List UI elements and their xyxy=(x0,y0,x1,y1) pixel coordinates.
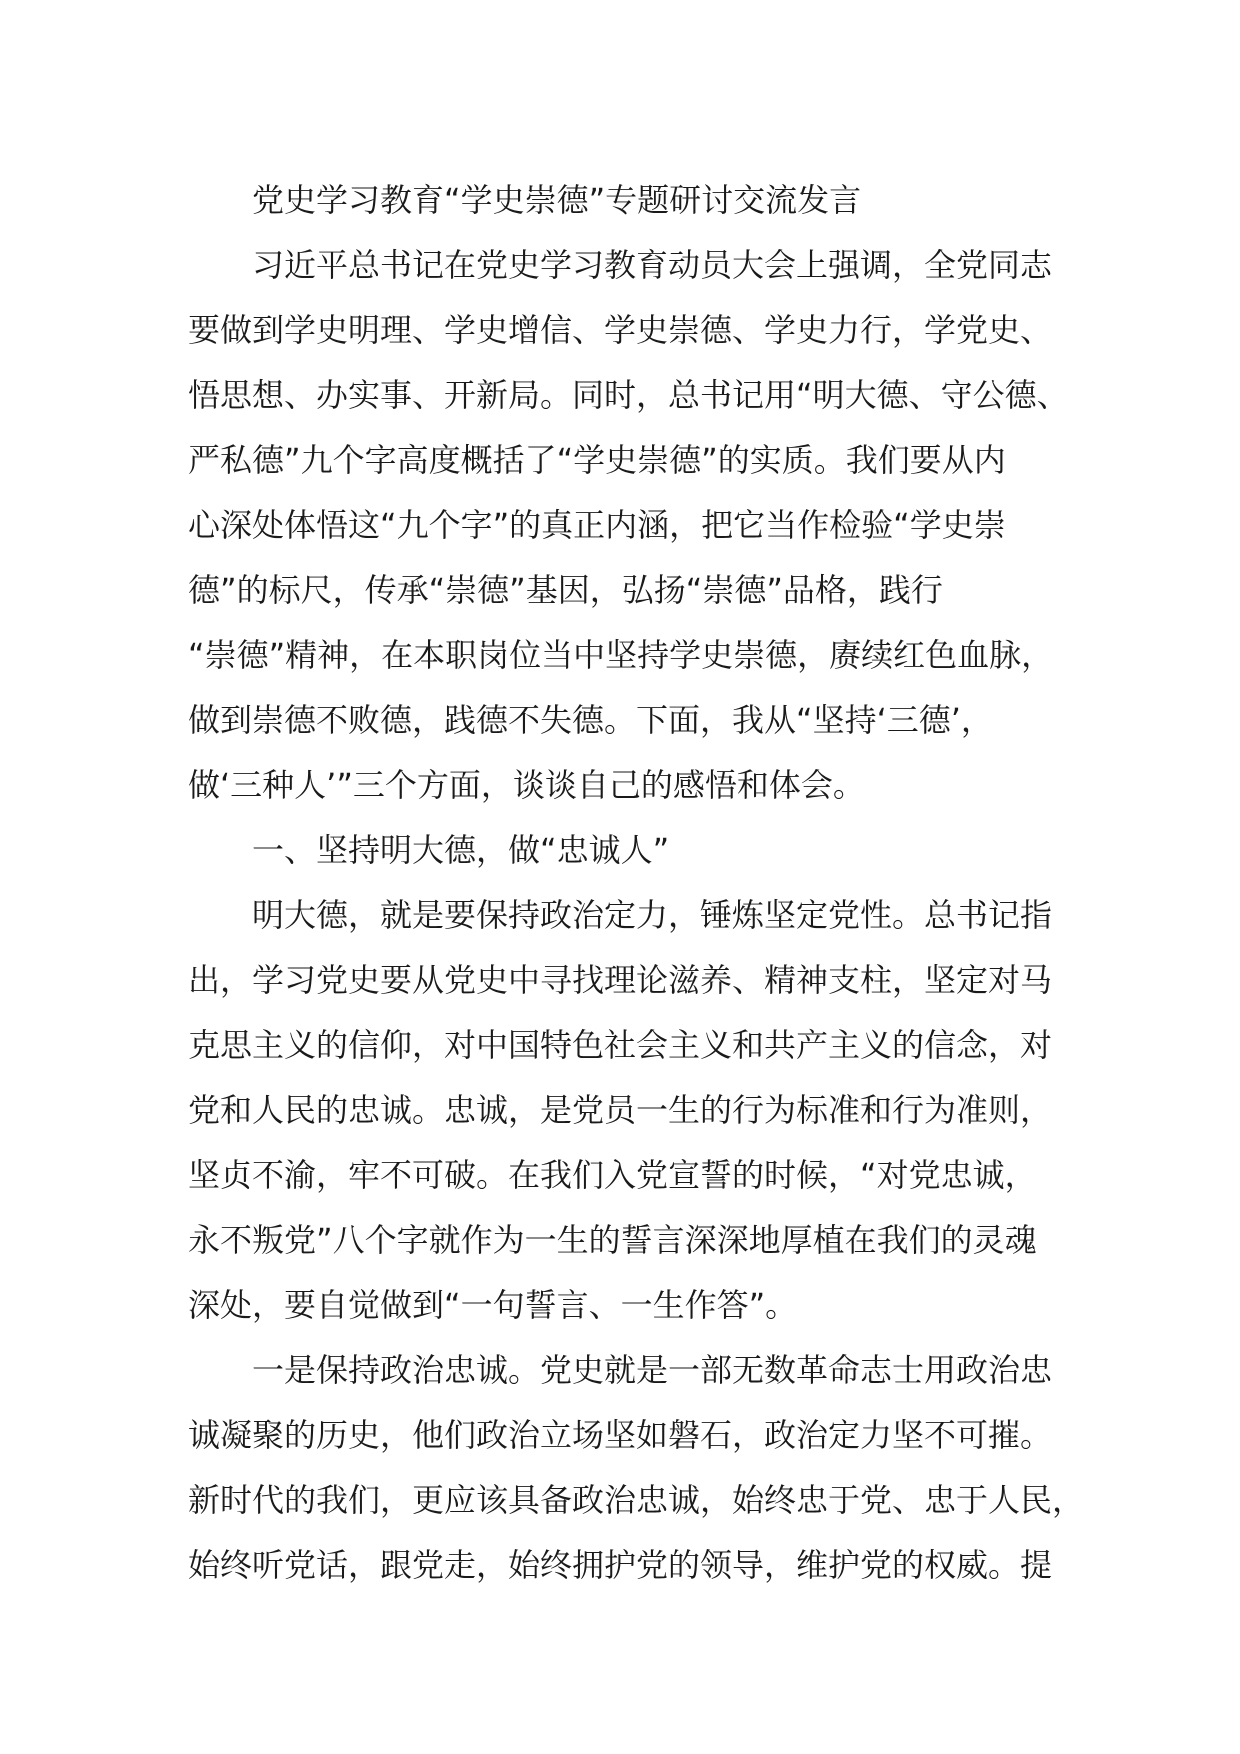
paragraph-line: 习近平总书记在党史学习教育动员大会上强调，全党同志 xyxy=(252,246,1053,284)
paragraph-line: 新时代的我们，更应该具备政治忠诚，始终忠于党、忠于人民， xyxy=(188,1481,1085,1519)
paragraph-line: 一是保持政治忠诚。党史就是一部无数革命志士用政治忠 xyxy=(252,1351,1053,1389)
paragraph-line: 悟思想、办实事、开新局。同时，总书记用“明大德、守公德、 xyxy=(188,376,1069,414)
paragraph-line: 出，学习党史要从党史中寻找理论滋养、精神支柱，坚定对马 xyxy=(188,961,1053,999)
paragraph-line: 做到崇德不败德，践德不失德。下面，我从“坚持‘三德’， xyxy=(188,701,993,739)
paragraph-line: 严私德”九个字高度概括了“学史崇德”的实质。我们要从内 xyxy=(188,441,1006,479)
paragraph-line: 明大德，就是要保持政治定力，锤炼坚定党性。总书记指 xyxy=(252,896,1053,934)
paragraph-line: 始终听党话，跟党走，始终拥护党的领导，维护党的权威。提 xyxy=(188,1546,1053,1584)
paragraph-line: 党和人民的忠诚。忠诚，是党员一生的行为标准和行为准则， xyxy=(188,1091,1053,1129)
document-title: 党史学习教育“学史崇德”专题研讨交流发言 xyxy=(252,181,862,219)
paragraph-line: 诚凝聚的历史，他们政治立场坚如磐石，政治定力坚不可摧。 xyxy=(188,1416,1053,1454)
section-heading: 一、坚持明大德，做“忠诚人” xyxy=(252,831,670,869)
paragraph-line: 克思主义的信仰，对中国特色社会主义和共产主义的信念，对 xyxy=(188,1026,1053,1064)
paragraph-line: 心深处体悟这“九个字”的真正内涵，把它当作检验“学史崇 xyxy=(188,506,1006,544)
paragraph-line: “崇德”精神，在本职岗位当中坚持学史崇德，赓续红色血脉， xyxy=(188,636,1054,674)
paragraph-line: 深处，要自觉做到“一句誓言、一生作答”。 xyxy=(188,1286,798,1324)
paragraph-line: 要做到学史明理、学史增信、学史崇德、学史力行，学党史、 xyxy=(188,311,1053,349)
paragraph-line: 做‘三种人’”三个方面，谈谈自己的感悟和体会。 xyxy=(188,766,865,804)
document-body xyxy=(188,168,1088,1598)
paragraph-line: 德”的标尺，传承“崇德”基因，弘扬“崇德”品格，践行 xyxy=(188,571,943,609)
paragraph-line: 永不叛党”八个字就作为一生的誓言深深地厚植在我们的灵魂 xyxy=(188,1221,1037,1259)
paragraph-line: 坚贞不渝，牢不可破。在我们入党宣誓的时候，“对党忠诚， xyxy=(188,1156,1037,1194)
